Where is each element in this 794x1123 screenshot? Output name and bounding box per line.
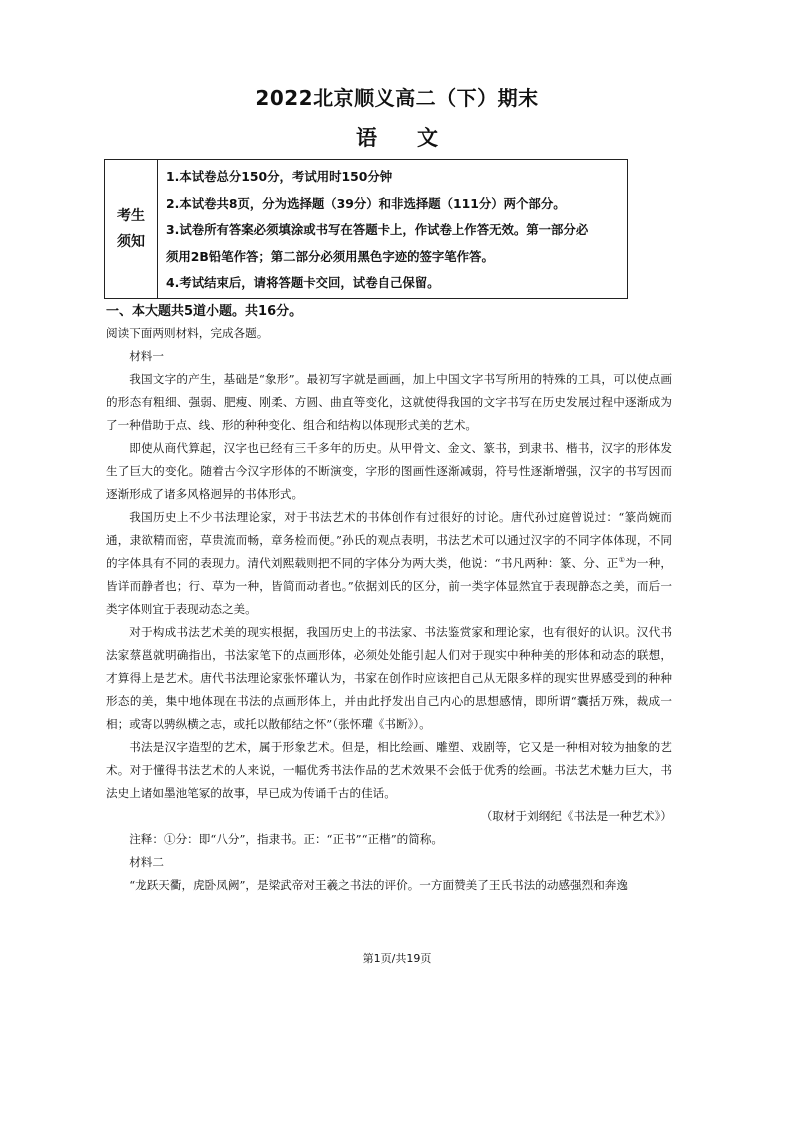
material-2-label: 材料二 xyxy=(129,855,164,869)
source-citation: （取材于刘纲纪《书法是一种艺术》） xyxy=(480,809,672,823)
exam-notice-box xyxy=(104,159,628,299)
paragraph-with-note xyxy=(106,506,672,621)
notice-label xyxy=(105,160,158,298)
subject-char-1: 语 xyxy=(356,126,377,150)
paragraph: “龙跃天衢，虎卧凤阙”，是梁武帝对王羲之书法的评价。一方面赞美了王氏书法的动感强烈和奔逸 xyxy=(129,878,628,892)
notice-item: 4.考试结束后，请将答题卡交回，试卷自己保留。 xyxy=(166,275,440,291)
subject-title xyxy=(0,122,794,152)
paragraph-text-tail: 为一种，皆详而静者也；行、草为一种，皆简而动者也。”依据刘氏的区分，前一类字体显然宜于表现静态之美，而后一类字体则宜于表现动态之美。 xyxy=(106,556,672,616)
paragraph: 对于构成书法艺术美的现实根据，我国历史上的书法家、书法鉴赏家和理论家，也有很好的认识。汉代书法家蔡邕就明确指出，书法家笔下的点画形体，必须处处能引起人们对于现实中种种美的形体和动态的联想，才算得上是艺术。唐代书法理论家张怀瓘认为，书家在创作时应该把自己从无限多样的现实世界感受到的种种形态的美，集中地体现在书法的点画形体上，并由此抒发出自己内心的思想感情，即所谓“囊括万殊，裁成一相；或寄以骋纵横之志，或托以散郁结之怀”（张怀瓘《书断》）。 xyxy=(106,625,672,731)
page-number: 第1页/共19页 xyxy=(362,952,432,965)
instruction-text: 阅读下面两则材料，完成各题。 xyxy=(106,326,269,340)
notice-item: 须用2B铅笔作答；第二部分必须用黑色字迹的签字笔作答。 xyxy=(166,248,494,264)
notice-items xyxy=(158,160,627,298)
notice-item: 2.本试卷共8页，分为选择题（39分）和非选择题（111分）两个部分。 xyxy=(166,195,566,211)
section-heading: 一、本大题共5道小题。共16分。 xyxy=(106,304,303,319)
subject-char-2: 文 xyxy=(417,126,438,150)
notice-label-line-2: 须知 xyxy=(117,234,145,250)
paragraph: 即使从商代算起，汉字也已经有三千多年的历史。从甲骨文、金文、篆书，到隶书、楷书，汉字的形体发生了巨大的变化。随着古今汉字形体的不断演变，字形的图画性逐渐减弱，符号性逐渐增强，汉字的书写因而逐渐形成了诸多风格迥异的书体形式。 xyxy=(106,441,672,501)
notice-item: 3.试卷所有答案必须填涂或书写在答题卡上，作试卷上作答无效。第一部分必 xyxy=(166,222,589,238)
paragraph: 我国文字的产生，基础是“象形”。最初写字就是画画，加上中国文字书写所用的特殊的工具，可以使点画的形态有粗细、强弱、肥瘦、刚柔、方圆、曲直等变化，这就使得我国的文字书写在历史发展过程中逐渐成为了一种借助于点、线、形的种种变化、组合和结构以体现形式美的艺术。 xyxy=(106,372,672,432)
paragraph: 书法是汉字造型的艺术，属于形象艺术。但是，相比绘画、雕塑、戏剧等，它又是一种相对较为抽象的艺术。对于懂得书法艺术的人来说，一幅优秀书法作品的艺术效果不会低于优秀的绘画。书法艺术魅力巨大，书法史上诸如墨池笔冢的故事，早已成为传诵千古的佳话。 xyxy=(106,740,672,800)
footnote: 注释：①分：即“八分”，指隶书。正：“正书”“正楷”的简称。 xyxy=(129,832,444,846)
material-1-label: 材料一 xyxy=(129,349,164,363)
paragraph-text: 我国历史上不少书法理论家，对于书法艺术的书体创作有过很好的讨论。唐代孙过庭曾说过：“篆尚婉而通，隶欲精而密，草贵流而畅，章务检而便。”孙氏的观点表明，书法艺术可以通过汉字的不同字体体现，不同的字体具有不同的表现力。清代刘熙载则把不同的字体分为两大类，他说：“书凡两种：篆、分、正 xyxy=(106,510,672,570)
reading-content xyxy=(106,322,672,897)
page-title: 2022北京顺义高二（下）期末 xyxy=(255,86,539,110)
notice-label-line-1: 考生 xyxy=(117,208,145,224)
footnote-marker: ① xyxy=(618,556,626,565)
notice-item: 1.本试卷总分150分，考试用时150分钟 xyxy=(166,169,393,184)
